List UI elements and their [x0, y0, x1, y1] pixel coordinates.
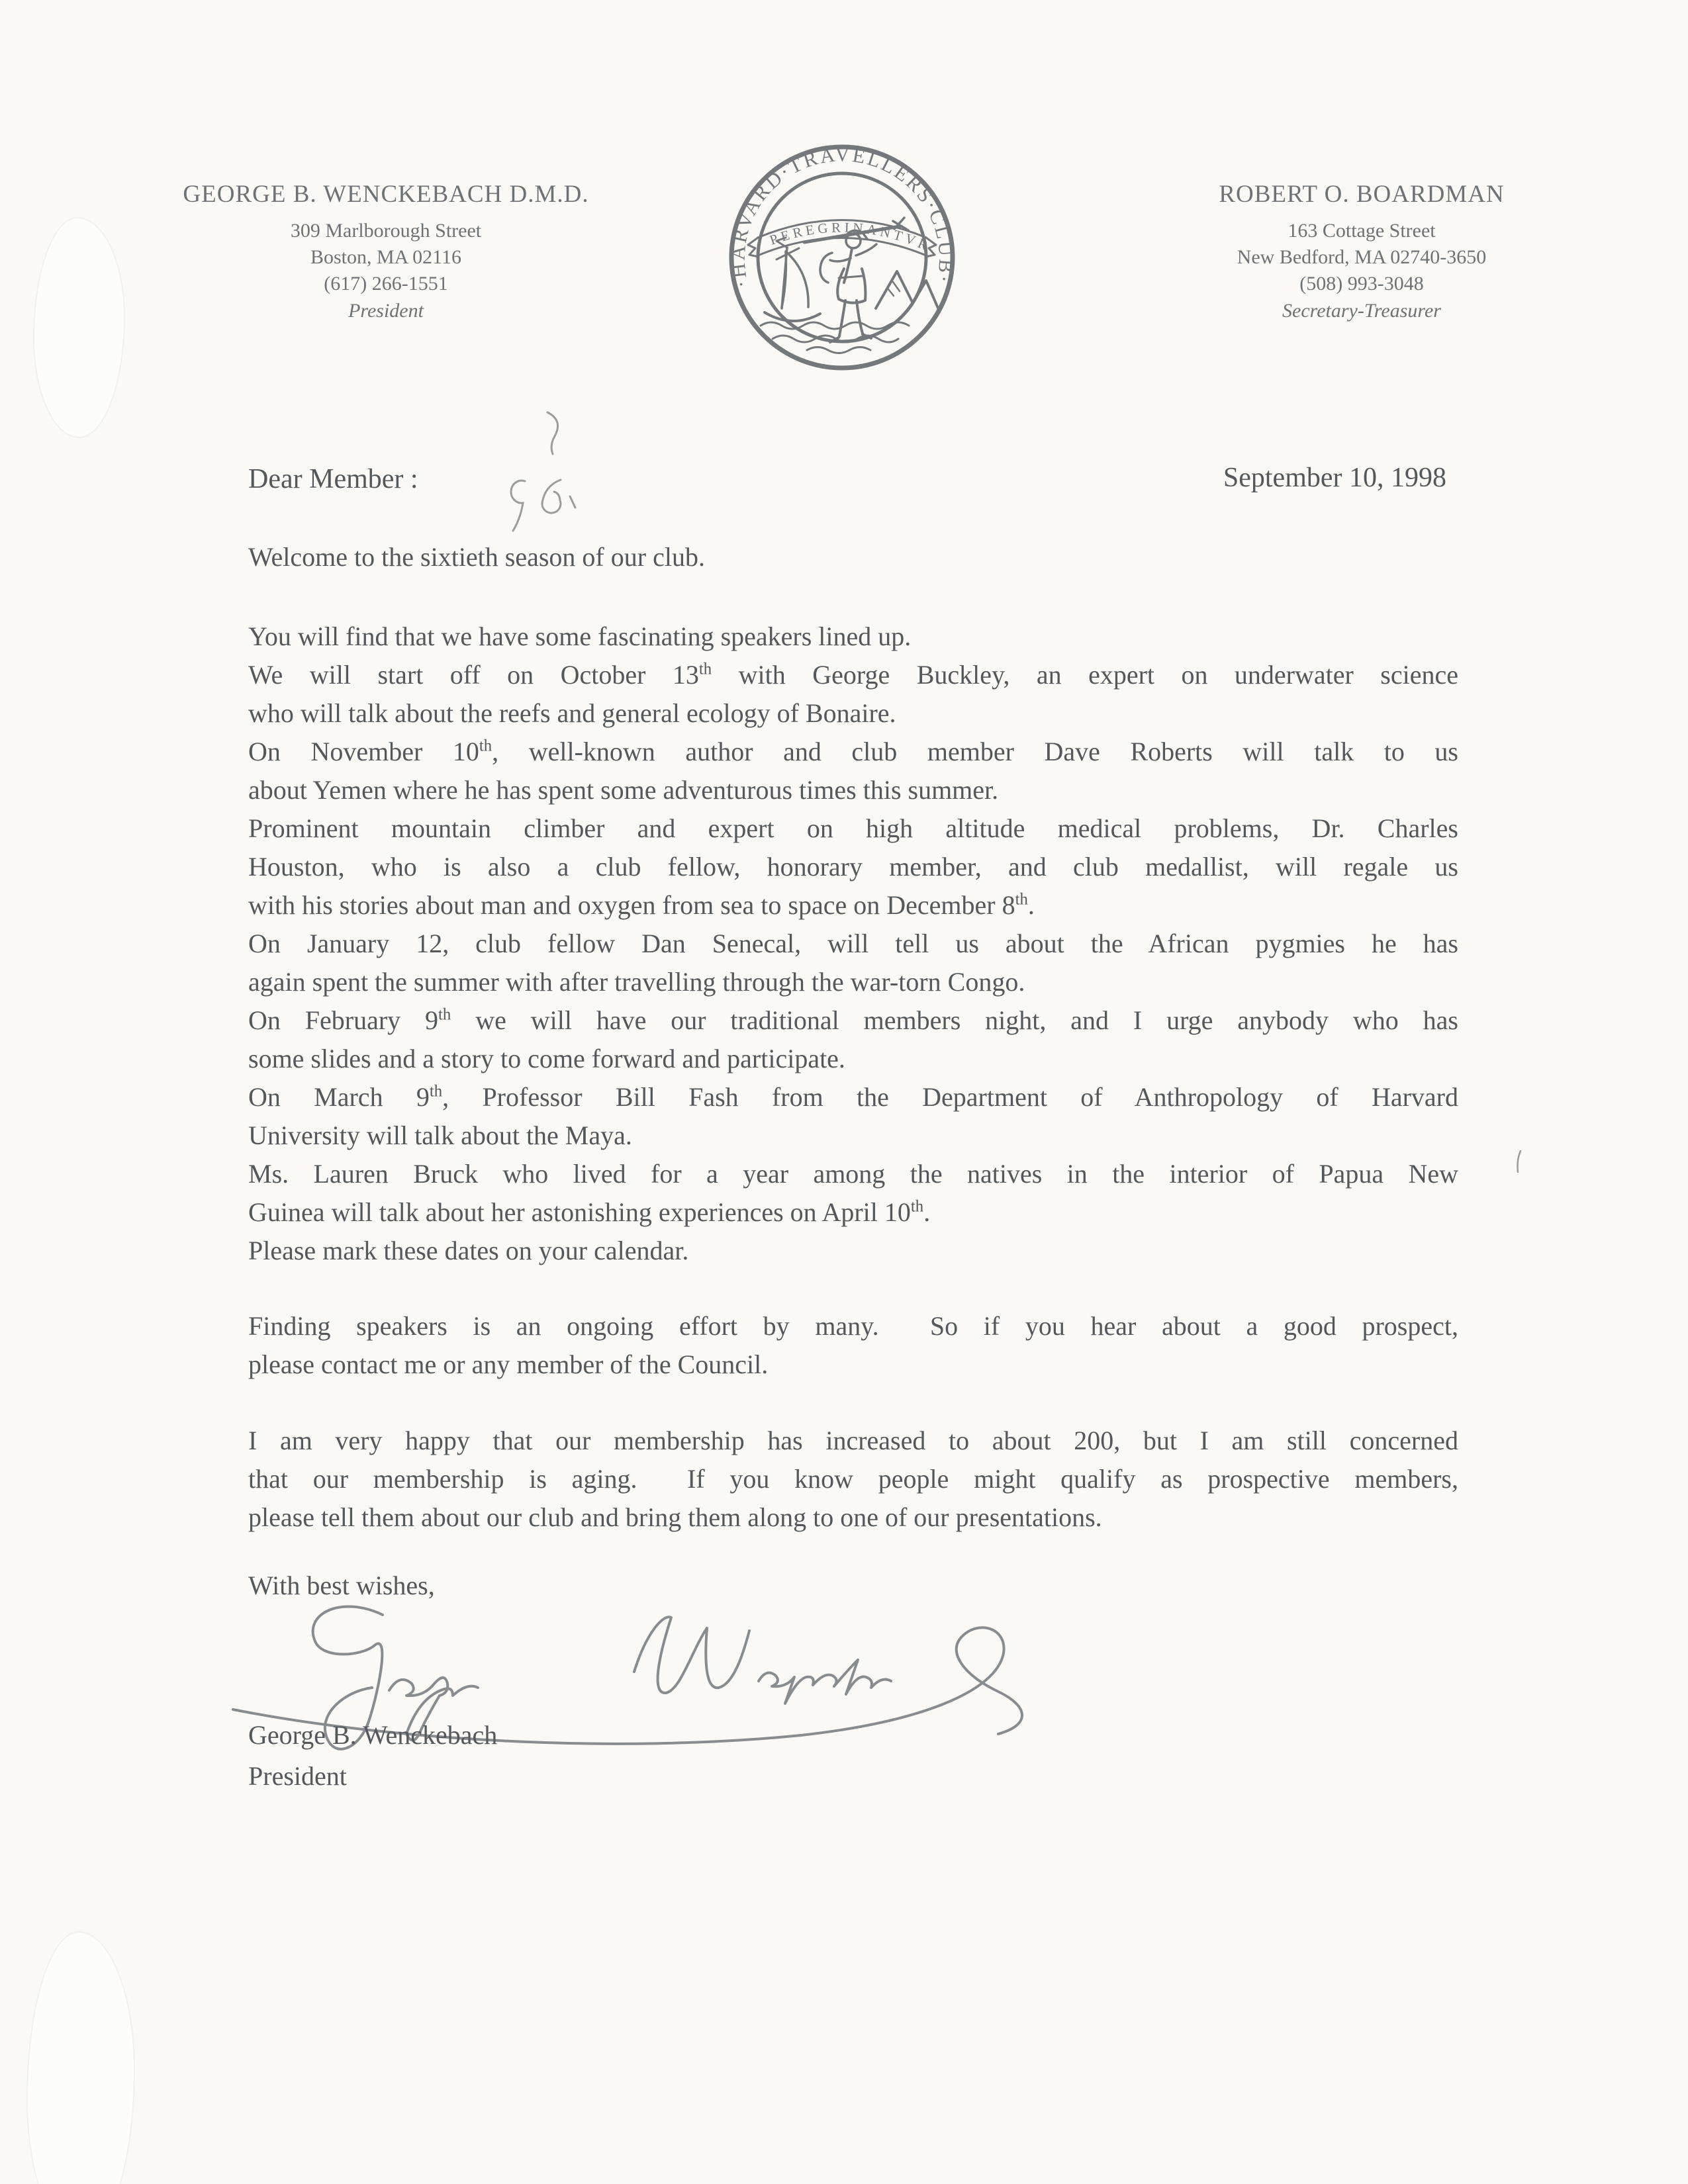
- date: September 10, 1998: [1223, 463, 1446, 493]
- letter-line: University will talk about the Maya.: [248, 1120, 632, 1150]
- scan-blemish: [28, 1933, 134, 2184]
- handwritten-annotation: [487, 407, 586, 533]
- letter-line: Guinea will talk about her astonishing experiences on April 10th.: [248, 1197, 931, 1227]
- letter-line: Prominent mountain climber and expert on high altitude medical problems, Dr. Charles: [248, 813, 1458, 843]
- letter-line: On March 9th, Professor Bill Fash from the Department of Anthropology of Harvard: [248, 1082, 1459, 1112]
- letter-line: please contact me or any member of the Council.: [248, 1349, 769, 1379]
- scan-blemish: [34, 218, 124, 437]
- finding-speakers-paragraph: [248, 1307, 1458, 1384]
- president-phone: (617) 266-1551: [324, 273, 448, 295]
- club-seal-icon: [726, 142, 958, 373]
- letter-line: who will talk about the reefs and general ecology of Bonaire.: [248, 698, 896, 728]
- secretary-phone: (508) 993-3048: [1299, 273, 1424, 295]
- salutation: Dear Member :: [248, 464, 418, 494]
- letter-line: On November 10th, well-known author and club member Dave Roberts will talk to us: [248, 737, 1458, 766]
- speakers-paragraph: [248, 617, 1458, 1270]
- letter-line: Please mark these dates on your calendar.: [248, 1236, 689, 1265]
- secretary-address2: New Bedford, MA 02740-3650: [1237, 246, 1487, 268]
- letter-line: On February 9th we will have our traditional members night, and I urge anybody who has: [248, 1005, 1459, 1035]
- president-name: GEORGE B. WENCKEBACH D.M.D.: [183, 181, 589, 208]
- letter-line: again spent the summer with after travelling through the war-torn Congo.: [248, 967, 1025, 997]
- seal-ring-text: ·HARVARD·TRAVELLERS·CLUB·: [726, 142, 958, 291]
- letter-line: You will find that we have some fascinating speakers lined up.: [248, 621, 912, 651]
- letter-line: We will start off on October 13th with George Buckley, an expert on underwater science: [248, 660, 1458, 690]
- letter-line: that our membership is aging. If you know people might qualify as prospective members,: [248, 1464, 1458, 1494]
- letter-line: with his stories about man and oxygen from sea to space on December 8th.: [248, 890, 1035, 920]
- signed-title: President: [248, 1761, 347, 1791]
- letter-line: Finding speakers is an ongoing effort by many. So if you hear about a good prospect,: [248, 1311, 1458, 1341]
- letter-line: Houston, who is also a club fellow, honorary member, and club medallist, will regale us: [248, 852, 1458, 882]
- signed-name: George B. Wenckebach: [248, 1720, 498, 1750]
- letter-line: please tell them about our club and bring them along to one of our presentations.: [248, 1502, 1102, 1532]
- letter-line: about Yemen where he has spent some adventurous times this summer.: [248, 775, 999, 805]
- secretary-title: Secretary-Treasurer: [1282, 300, 1441, 322]
- letter-line: On January 12, club fellow Dan Senecal, will tell us about the African pygmies he has: [248, 929, 1458, 958]
- letter-line: Ms. Lauren Bruck who lived for a year among the natives in the interior of Papua New: [248, 1159, 1458, 1189]
- letterhead-left: [167, 180, 604, 325]
- president-address1: 309 Marlborough Street: [290, 220, 482, 242]
- seal-banner-text: PEREGRINANTVR: [767, 219, 931, 254]
- secretary-address1: 163 Cottage Street: [1288, 220, 1436, 242]
- president-address2: Boston, MA 02116: [310, 246, 462, 268]
- closing-line: With best wishes,: [248, 1570, 435, 1600]
- letter-line: some slides and a story to come forward and participate.: [248, 1044, 845, 1073]
- letter-line: I am very happy that our membership has increased to about 200, but I am still concerned: [248, 1426, 1458, 1455]
- president-title: President: [348, 300, 424, 322]
- membership-paragraph: [248, 1422, 1458, 1537]
- letterhead-right: [1163, 180, 1560, 325]
- secretary-name: ROBERT O. BOARDMAN: [1219, 181, 1505, 208]
- stray-pen-mark: [1513, 1148, 1526, 1175]
- welcome-line: Welcome to the sixtieth season of our club.: [248, 542, 705, 572]
